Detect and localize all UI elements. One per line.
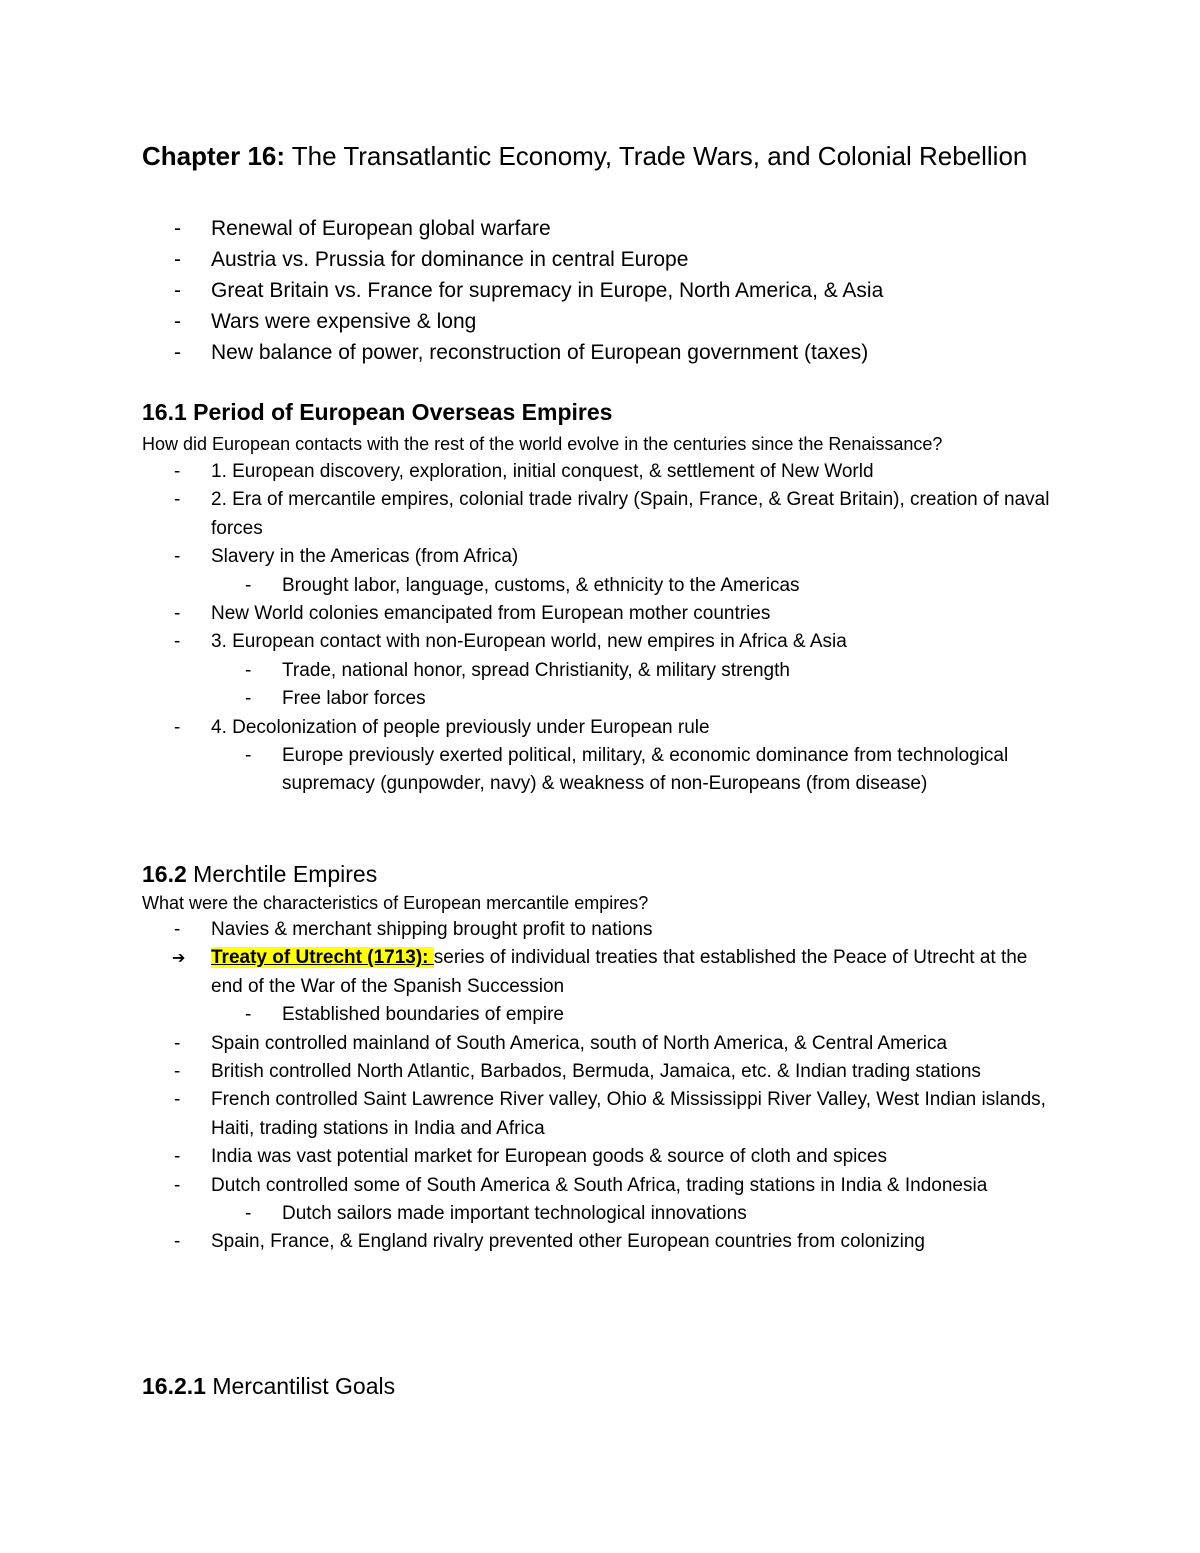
list-item [0,486,1061,543]
list-item-text: Navies & merchant shipping brought profit to nations [211,919,653,940]
list-item [0,944,1061,1001]
list-item-text: Renewal of European global warfare [211,217,551,240]
list-item-text: New World colonies emancipated from European mother countries [211,603,771,625]
dash-bullet: - [174,1146,181,1168]
dash-bullet: - [174,631,181,653]
dash-bullet: - [174,1032,181,1054]
dash-bullet: - [174,461,181,482]
section-number: 16.2.1 [142,1373,206,1399]
dash-bullet: - [245,574,252,596]
dash-bullet: - [245,1004,252,1026]
chapter-title-text: The Transatlantic Economy, Trade Wars, and Colonial Rebellion [285,141,1028,171]
chapter-points [0,213,1071,368]
list-item [0,1030,1061,1058]
dash-bullet: - [174,248,181,271]
sub-list-item [0,685,1042,713]
list-item-text: Slavery in the Americas (from Africa) [211,546,519,568]
list-item-text: 3. European contact with non-European world, new empires in Africa & Asia [211,631,847,653]
section-question: How did European contacts with the rest of the world evolve in the centuries since the Renaissance? [142,434,943,454]
chapter-title [142,138,1042,175]
section-16-2-list [0,916,1061,1257]
chapter-label: Chapter 16: [142,141,286,171]
arrow-bullet-icon: ➔ [172,950,186,968]
section-heading-16-1 [142,396,612,428]
sub-list-item [0,742,1042,799]
list-item-text: Great Britain vs. France for supremacy in Europe, North America, & Asia [211,279,884,302]
sub-list-item [0,1001,1042,1029]
list-item-text: Brought labor, language, customs, & ethnicity to the Americas [282,574,800,596]
dash-bullet: - [174,1231,181,1253]
list-item [0,275,1071,306]
list-item-text: Dutch controlled some of South America & South Africa, trading stations in India & Indonesia [211,1174,988,1196]
list-item [0,543,1061,571]
list-item [0,458,1061,486]
dash-bullet: - [174,546,181,568]
list-item-text: 2. Era of mercantile empires, colonial trade rivalry (Spain, France, & Great Britain), creation of naval forces [211,489,1050,539]
section-heading-16-2 [142,858,377,890]
dash-bullet: - [245,1203,252,1225]
list-item-text: India was vast potential market for European goods & source of cloth and spices [211,1146,887,1168]
list-item-text: British controlled North Atlantic, Barbados, Bermuda, Jamaica, etc. & Indian trading stations [211,1061,981,1083]
section-title: Merchtile Empires [186,861,378,887]
list-item-text: New balance of power, reconstruction of European government (taxes) [211,341,869,364]
list-item-text: Europe previously exerted political, military, & economic dominance from technological supremacy (gunpowder, navy) & weakness of non-Europeans (from disease) [282,745,1009,795]
highlighted-term: Treaty of Utrecht (1713): [211,947,434,969]
list-item [0,213,1071,244]
list-item [0,714,1061,742]
list-item-text: 4. Decolonization of people previously under European rule [211,716,710,738]
list-item-text: Established boundaries of empire [282,1004,565,1026]
section-heading-16-2-1 [142,1370,395,1402]
list-item-text: Trade, national honor, spread Christianity, & military strength [282,659,790,681]
list-item-text: Spain, France, & England rivalry prevented other European countries from colonizing [211,1231,925,1253]
dash-bullet: - [245,745,252,767]
list-item [0,337,1071,368]
list-item-text: Free labor forces [282,688,426,710]
dash-bullet: - [174,489,181,511]
list-item [0,1058,1061,1086]
list-item-text: series of individual treaties that established the Peace of Utrecht at the end of the War of the Spanish Succession [211,947,1028,997]
dash-bullet: - [174,603,181,625]
list-item [0,628,1061,656]
dash-bullet: - [174,279,181,302]
section-title: Period of European Overseas Empires [186,399,613,425]
section-16-1-list [0,458,1061,799]
section-number: 16.2 [142,861,187,887]
list-item [0,1086,1061,1143]
list-item [0,600,1061,628]
list-item [0,1172,1061,1200]
list-item [0,244,1071,275]
dash-bullet: - [245,659,252,681]
sub-list-item [0,572,1042,600]
section-title: Mercantilist Goals [205,1373,396,1399]
dash-bullet: - [174,1089,181,1111]
list-item-text: 1. European discovery, exploration, initial conquest, & settlement of New World [211,461,874,482]
sub-list-item [0,1200,1042,1228]
dash-bullet: - [174,919,181,940]
list-item-text: Wars were expensive & long [211,310,477,333]
section-number: 16.1 [142,399,187,425]
dash-bullet: - [174,1061,181,1083]
list-item [0,1228,1061,1256]
dash-bullet: - [174,341,181,364]
list-item [0,306,1071,337]
list-item [0,1143,1061,1171]
dash-bullet: - [174,1174,181,1196]
list-item-text: Dutch sailors made important technological innovations [282,1203,747,1225]
section-question: What were the characteristics of European mercantile empires? [142,893,649,913]
dash-bullet: - [174,217,181,240]
list-item-text: Austria vs. Prussia for dominance in central Europe [211,248,689,271]
list-item [0,916,1061,944]
dash-bullet: - [245,688,252,710]
dash-bullet: - [174,716,181,738]
list-item-text: French controlled Saint Lawrence River valley, Ohio & Mississippi River Valley, West Indian islands, Haiti, trading stations in India and Africa [211,1089,1046,1139]
dash-bullet: - [174,310,181,333]
sub-list-item [0,657,1042,685]
list-item-text: Spain controlled mainland of South America, south of North America, & Central America [211,1032,948,1054]
